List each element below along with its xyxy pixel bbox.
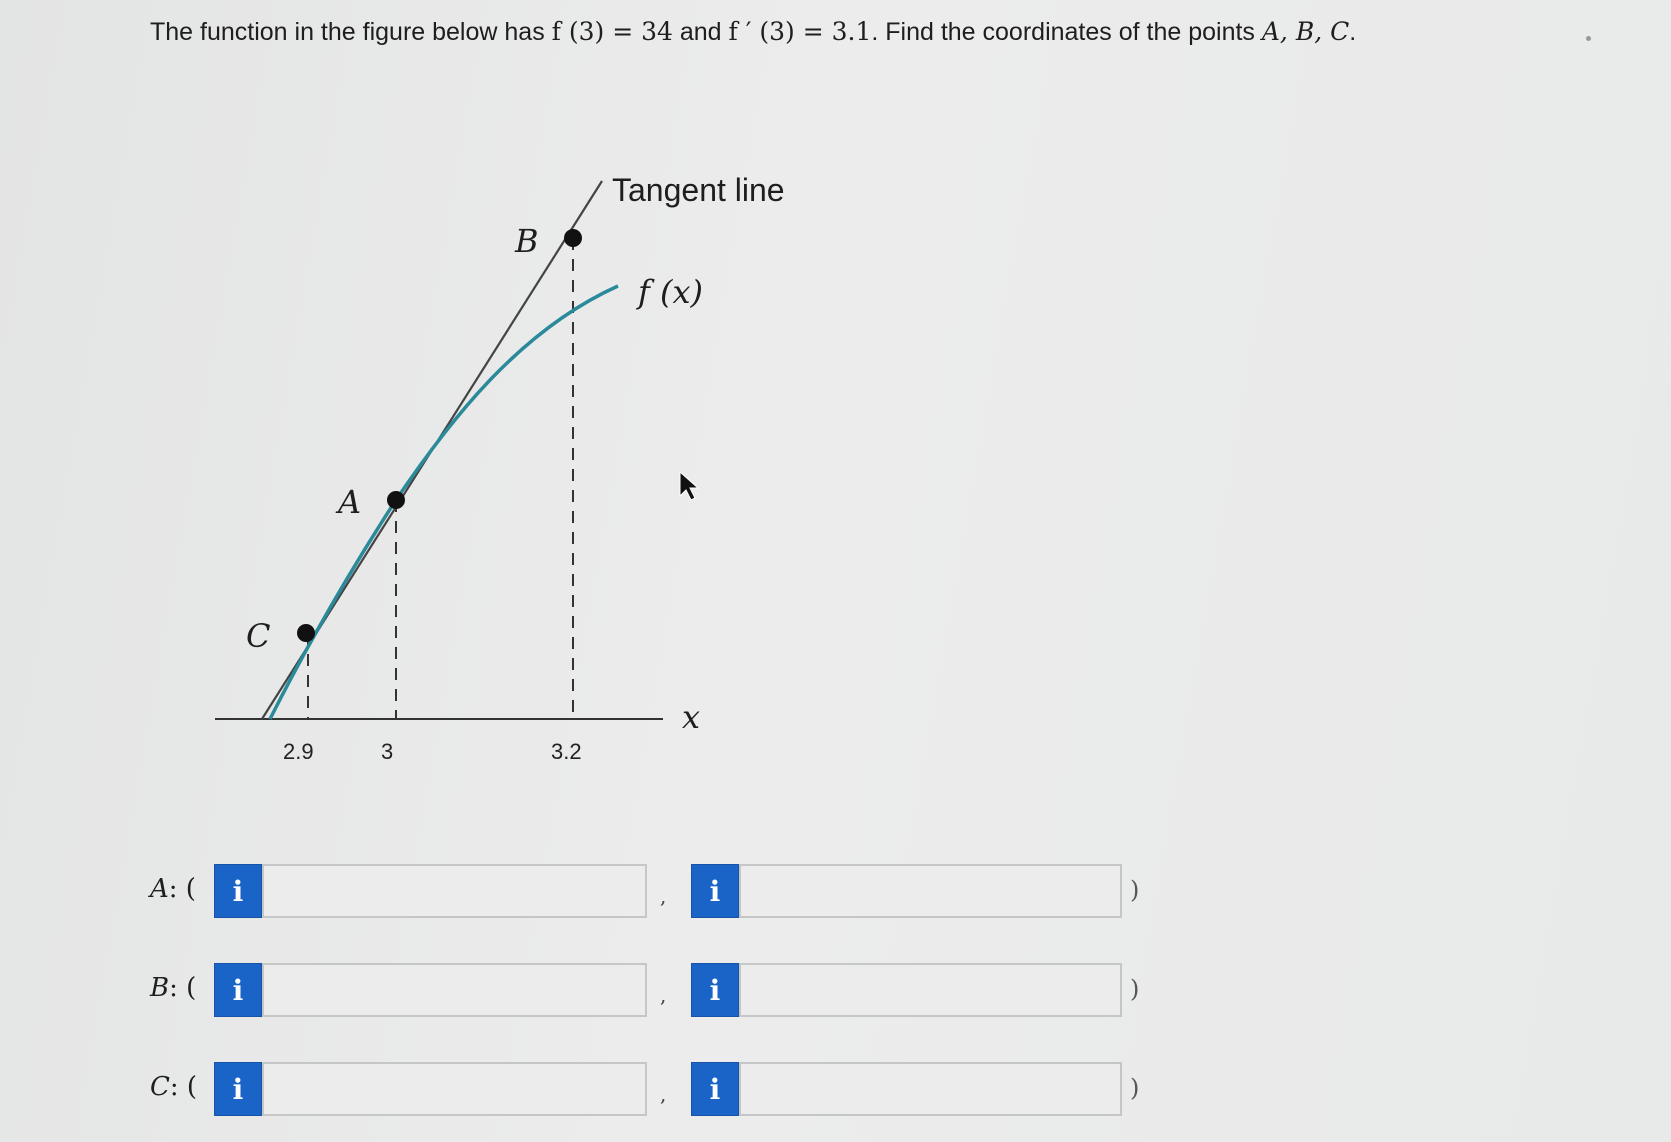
separator: ,	[660, 1082, 667, 1106]
question-and: and	[672, 18, 729, 46]
x-tick-3-2: 3.2	[551, 739, 582, 764]
answer-b-y-input[interactable]	[739, 963, 1122, 1017]
answer-c-x-input[interactable]	[262, 1062, 647, 1116]
info-button-c-x[interactable]: i	[214, 1062, 262, 1116]
point-b-label: B	[515, 222, 539, 260]
fprime-of-3: f ′ (3) = 3.1	[728, 17, 872, 46]
f-of-3: f (3) = 34	[551, 17, 673, 46]
point-c-label: C	[246, 617, 271, 655]
decorative-dot	[1586, 36, 1591, 41]
answer-c-y-input[interactable]	[739, 1062, 1122, 1116]
x-tick-2-9: 2.9	[283, 739, 314, 764]
point-a-label: A	[338, 483, 362, 521]
answer-row-b	[150, 963, 1200, 1019]
answer-row-a	[150, 864, 1200, 920]
separator: ,	[660, 884, 667, 908]
question-intro: The function in the figure below has	[150, 18, 552, 46]
answer-row-c	[150, 1062, 1200, 1118]
info-button-b-y[interactable]: i	[691, 963, 739, 1017]
info-button-c-y[interactable]: i	[691, 1062, 739, 1116]
info-button-a-x[interactable]: i	[214, 864, 262, 918]
row-a-label: A: (	[150, 874, 196, 904]
arrow-cursor-icon	[678, 470, 700, 502]
info-button-a-y[interactable]: i	[691, 864, 739, 918]
info-button-b-x[interactable]: i	[214, 963, 262, 1017]
separator: ,	[660, 983, 667, 1007]
answer-a-y-input[interactable]	[739, 864, 1122, 918]
answer-a-x-input[interactable]	[262, 864, 647, 918]
row-b-label: B: (	[150, 973, 197, 1003]
close-paren: )	[1130, 975, 1140, 1003]
question-end: .	[1349, 18, 1357, 46]
x-tick-3: 3	[381, 739, 394, 764]
points-list: A, B, C	[1261, 17, 1350, 46]
point-c-dot	[297, 624, 315, 642]
question-outro: . Find the coordinates of the points	[871, 18, 1262, 46]
close-paren: )	[1130, 876, 1140, 904]
point-b-dot	[564, 229, 582, 247]
curve-label: f (x)	[638, 273, 704, 311]
point-a-dot	[387, 491, 405, 509]
tangent-line-label: Tangent line	[612, 172, 785, 208]
function-curve	[270, 286, 618, 719]
answer-b-x-input[interactable]	[262, 963, 647, 1017]
row-c-label: C: (	[150, 1072, 198, 1102]
x-axis-label: x	[682, 698, 701, 736]
close-paren: )	[1130, 1074, 1140, 1102]
